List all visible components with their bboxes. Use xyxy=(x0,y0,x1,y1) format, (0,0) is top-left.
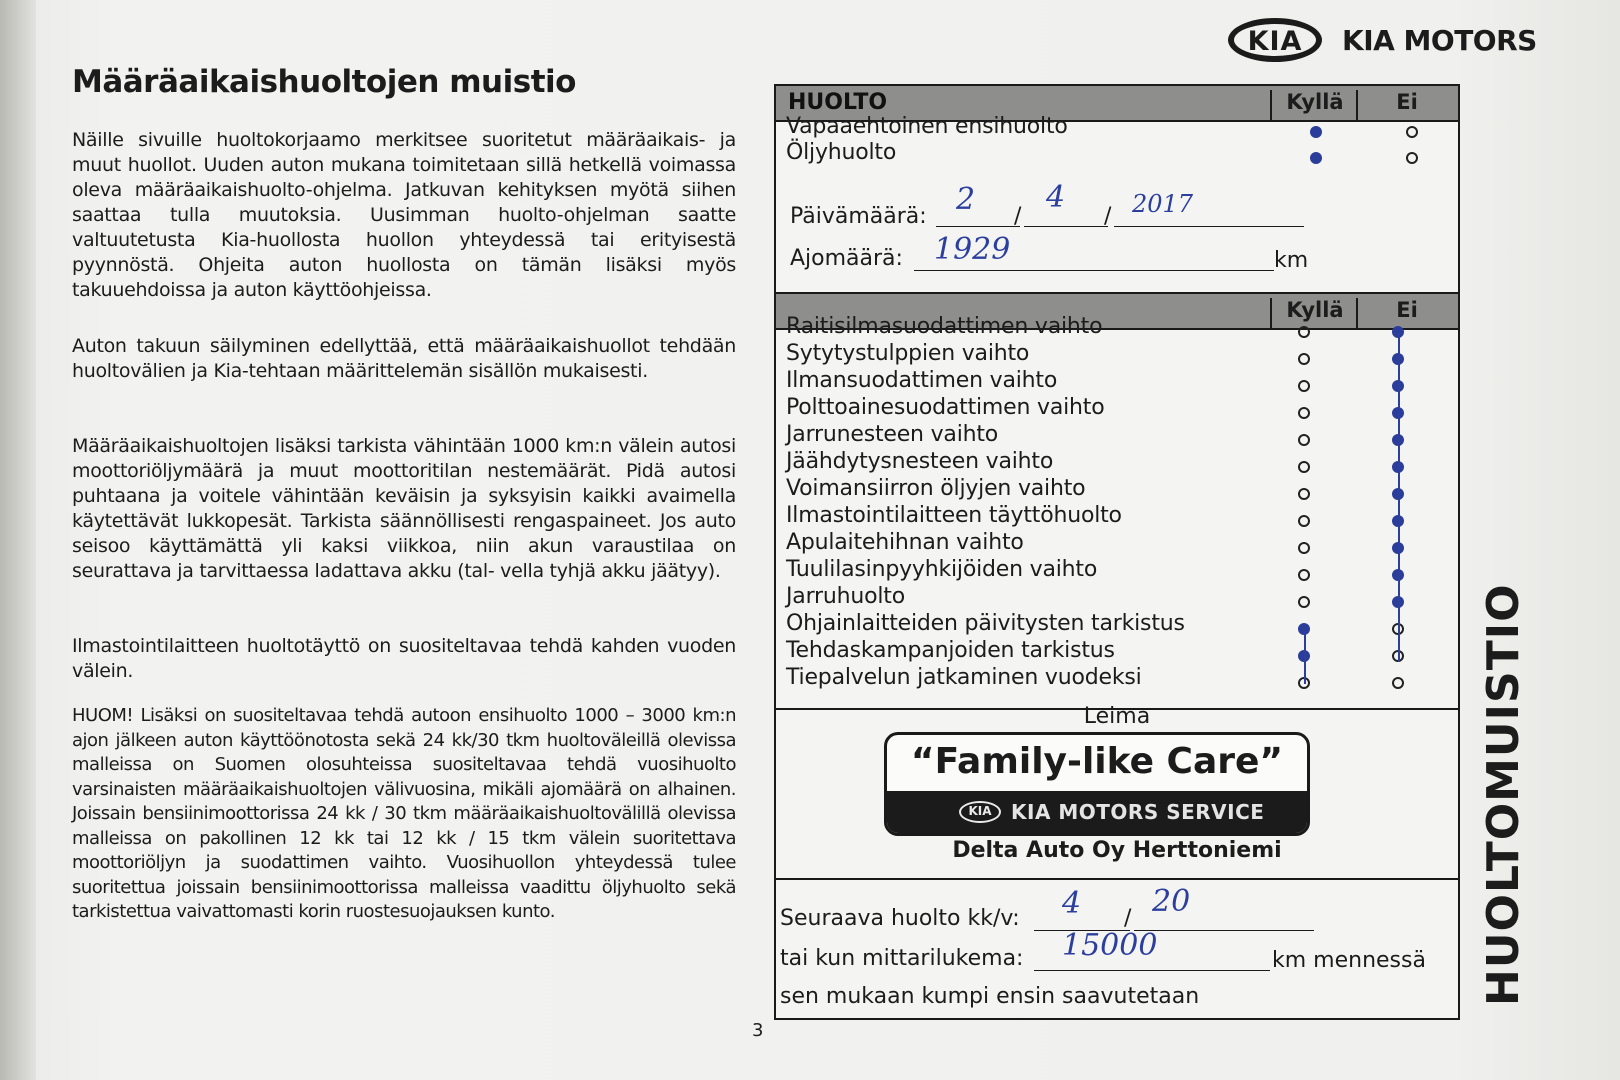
task-yes-checkbox[interactable] xyxy=(1298,380,1310,392)
task-yes-checkbox[interactable] xyxy=(1298,488,1310,500)
next-service-label: Seuraava huolto kk/v: xyxy=(780,906,1020,931)
stamp-label: Leima xyxy=(1083,704,1151,729)
task-row-label: Sytytystulppien vaihto xyxy=(786,341,1030,366)
header2-yes: Kyllä xyxy=(1270,298,1358,328)
date-year-line xyxy=(1114,226,1304,227)
kia-motors-logo xyxy=(1228,16,1538,68)
date-label: Päivämäärä: xyxy=(790,204,927,229)
task-row-label: Tehdaskampanjoiden tarkistus xyxy=(786,638,1115,663)
service-yes-checkbox[interactable] xyxy=(1310,152,1322,164)
date-day-line xyxy=(936,226,1020,227)
dealer-stamp xyxy=(884,732,1310,836)
service-row-label: Öljyhuolto xyxy=(786,140,897,165)
mileage-label: Ajomäärä: xyxy=(790,246,903,271)
date-month-value[interactable]: 4 xyxy=(1046,180,1066,215)
header-no: Ei xyxy=(1356,90,1456,120)
stamp-service-name: KIA MOTORS SERVICE xyxy=(1011,800,1265,824)
task-row-label: Ilmansuodattimen vaihto xyxy=(786,368,1058,393)
task-yes-checkbox[interactable] xyxy=(1298,326,1310,338)
task-row-label: Tiepalvelun jatkaminen vuodeksi xyxy=(786,665,1142,690)
kia-logo-icon: KIA xyxy=(1228,18,1322,62)
paragraph-checks: Määräaikaishuoltojen lisäksi tarkista vähintään 1000 km:n välein autosi moottoriöljymäärä ja muut moottoritilan nestemäärät. Pidä autosi puhtaana ja voitele vähintään keväisin ja syksyisin kaikki avaimella käytettävät lukkopesät. Tarkista säännöllisesti rengaspaineet. Jos auto seisoo käyttämättä yli kaksi viikkoa, niin akun varaustilaa on seurattava ja tarvittaessa ladattava akku (tal- vella tyhjä akku jäätyy). xyxy=(72,435,736,582)
service-row-label: Vapaaehtoinen ensihuolto xyxy=(786,114,1068,139)
task-yes-checkbox[interactable] xyxy=(1298,542,1310,554)
service-no-checkbox[interactable] xyxy=(1406,126,1418,138)
stamp-slogan: “Family-like Care” xyxy=(910,741,1284,782)
odometer-label: tai kun mittarilukema: xyxy=(780,946,1024,971)
stamp-kia-logo-icon: KIA xyxy=(959,801,1001,823)
kylla-pen-line xyxy=(1304,632,1306,684)
date-day-value[interactable]: 2 xyxy=(956,182,976,217)
next-month-value[interactable]: 4 xyxy=(1062,886,1082,921)
header2-no: Ei xyxy=(1356,298,1456,328)
page-title: Määräaikaishuoltojen muistio xyxy=(72,64,576,100)
task-yes-checkbox[interactable] xyxy=(1298,515,1310,527)
task-yes-checkbox[interactable] xyxy=(1298,407,1310,419)
task-yes-checkbox[interactable] xyxy=(1298,596,1310,608)
side-title: HUOLTOMUISTIO xyxy=(1478,583,1529,1006)
task-row-label: Ilmastointilaitteen täyttöhuolto xyxy=(786,503,1122,528)
header-service: HUOLTO xyxy=(788,90,888,115)
service-yes-checkbox[interactable] xyxy=(1310,126,1322,138)
task-row-label: Polttoainesuodattimen vaihto xyxy=(786,395,1105,420)
task-row-label: Jarrunesteen vaihto xyxy=(786,422,999,447)
task-yes-checkbox[interactable] xyxy=(1298,353,1310,365)
task-yes-checkbox[interactable] xyxy=(1298,434,1310,446)
page-binding xyxy=(0,0,36,1080)
task-row-label: Voimansiirron öljyjen vaihto xyxy=(786,476,1086,501)
service-no-checkbox[interactable] xyxy=(1406,152,1418,164)
date-year-value[interactable]: 2017 xyxy=(1132,190,1194,218)
stamp-dealer: Delta Auto Oy Herttoniemi xyxy=(952,838,1282,863)
ei-pen-line xyxy=(1398,332,1400,662)
stamp-band xyxy=(887,791,1307,833)
header-yes: Kyllä xyxy=(1270,90,1358,120)
page-number: 3 xyxy=(752,1020,764,1041)
task-row-label: Ohjainlaitteiden päivitysten tarkistus xyxy=(786,611,1185,636)
paragraph-note: HUOM! Lisäksi on suositeltavaa tehdä autoon ensihuolto 1000 – 3000 km:n ajon jälkeen auton käyttöönotosta sekä 24 kk/30 tkm huoltoväleillä olevissa malleissa on Suomen olosuhteissa suositeltavaa tehdä vuosihuolto varsinaisten määräaikaishuoltojen välivuosina, mikäli ajomäärä on alhainen. Joissain bensiinimoottorissa 24 kk / 30 tkm määräaikaishuoltovälillä olevissa malleissa on pakollinen 12 kk tai 12 kk / 15 tkm välein suoritettava moottoriöljyn ja suodattimen vaihto. Vuosihuollon yhteydessä tulee suoritettua joissain bensiinimoottorissa malleissa vaadittu öljyhuolto sekä tarkistettua vaivattomasti korin ruostesuojauksen kunto. xyxy=(72,705,736,922)
footer-note: sen mukaan kumpi ensin saavutetaan xyxy=(780,984,1200,1009)
odometer-suffix: km mennessä xyxy=(1272,948,1426,973)
next-year-value[interactable]: 20 xyxy=(1152,884,1191,919)
paragraph-intro: Näille sivuille huoltokorjaamo merkitsee suoritetut määräaikais- ja muut huollot. Uuden auton mukana toimitetaan sillä hetkellä voimassa oleva määräaikaishuolto-ohjelma. Jatkuvan kehityksen myötä siihen saattaa tulla muutoksia. Uusimman huolto-ohjelman saatte valtuutetusta Kia-huollosta huollon yhteydessä tai erityisestä pyynnöstä. Ohjeita auton huollosta on tämän lisäksi myös takuuehdoissa ja auton käyttöohjeissa. xyxy=(72,129,736,301)
odometer-line xyxy=(1034,970,1270,971)
task-row-label: Jarruhuolto xyxy=(786,584,905,609)
task-yes-checkbox[interactable] xyxy=(1298,569,1310,581)
odometer-value[interactable]: 15000 xyxy=(1062,928,1158,963)
task-no-checkbox[interactable] xyxy=(1392,677,1404,689)
mileage-value[interactable]: 1929 xyxy=(934,232,1011,267)
paragraph-warranty: Auton takuun säilyminen edellyttää, että määräaikaishuollot tehdään huoltovälien ja Kia-tehtaan määrittelemän sisällön mukaisesti. xyxy=(72,335,736,382)
task-row-label: Raitisilmasuodattimen vaihto xyxy=(786,314,1103,339)
task-row-label: Tuulilasinpyyhkijöiden vaihto xyxy=(786,557,1098,582)
task-row-label: Apulaitehihnan vaihto xyxy=(786,530,1024,555)
date-month-line xyxy=(1024,226,1108,227)
service-record-form: HUOLTO Kyllä Ei Vapaaehtoinen ensihuolto Öljyhuolto Päivämäärä: / / 2 4 2017 Ajomäärä: km 1929 Kyllä Ei Raitisilmasuodattimen vaihto Sytytystulppien vaihto Ilmansuodattimen vaihto Polttoainesuodattimen vaihto Jarrunesteen vaihto Jäähdytysnesteen vaihto Voimansiirron öljyjen vaihto Ilmastointilaitteen täyttöhuolto Apulaitehihnan vaihto Tuulilasinpyyhkijöiden vaihto Jarruhuolto Ohjainlaitteiden päivitysten tarkistus Tehdaskampanjoiden tarkistus Tiepalvelun jatkaminen vuodeksi Leima “Family-like Care” KIA KIA MOTORS SERVICE Delta Auto Oy Herttoniemi Seuraava huolto kk/v: / 4 20 tai kun mittarilukema: km mennessä 15000 sen mukaan kumpi ensin saavutetaan xyxy=(774,84,1460,1020)
next-year-line xyxy=(1134,930,1314,931)
mileage-unit: km xyxy=(1274,248,1309,273)
task-yes-checkbox[interactable] xyxy=(1298,461,1310,473)
brand-name: KIA MOTORS xyxy=(1342,24,1537,57)
paragraph-ac: Ilmastointilaitteen huoltotäyttö on suositeltavaa tehdä kahden vuoden välein. xyxy=(72,635,736,682)
task-row-label: Jäähdytysnesteen vaihto xyxy=(786,449,1054,474)
mileage-line xyxy=(914,270,1274,271)
